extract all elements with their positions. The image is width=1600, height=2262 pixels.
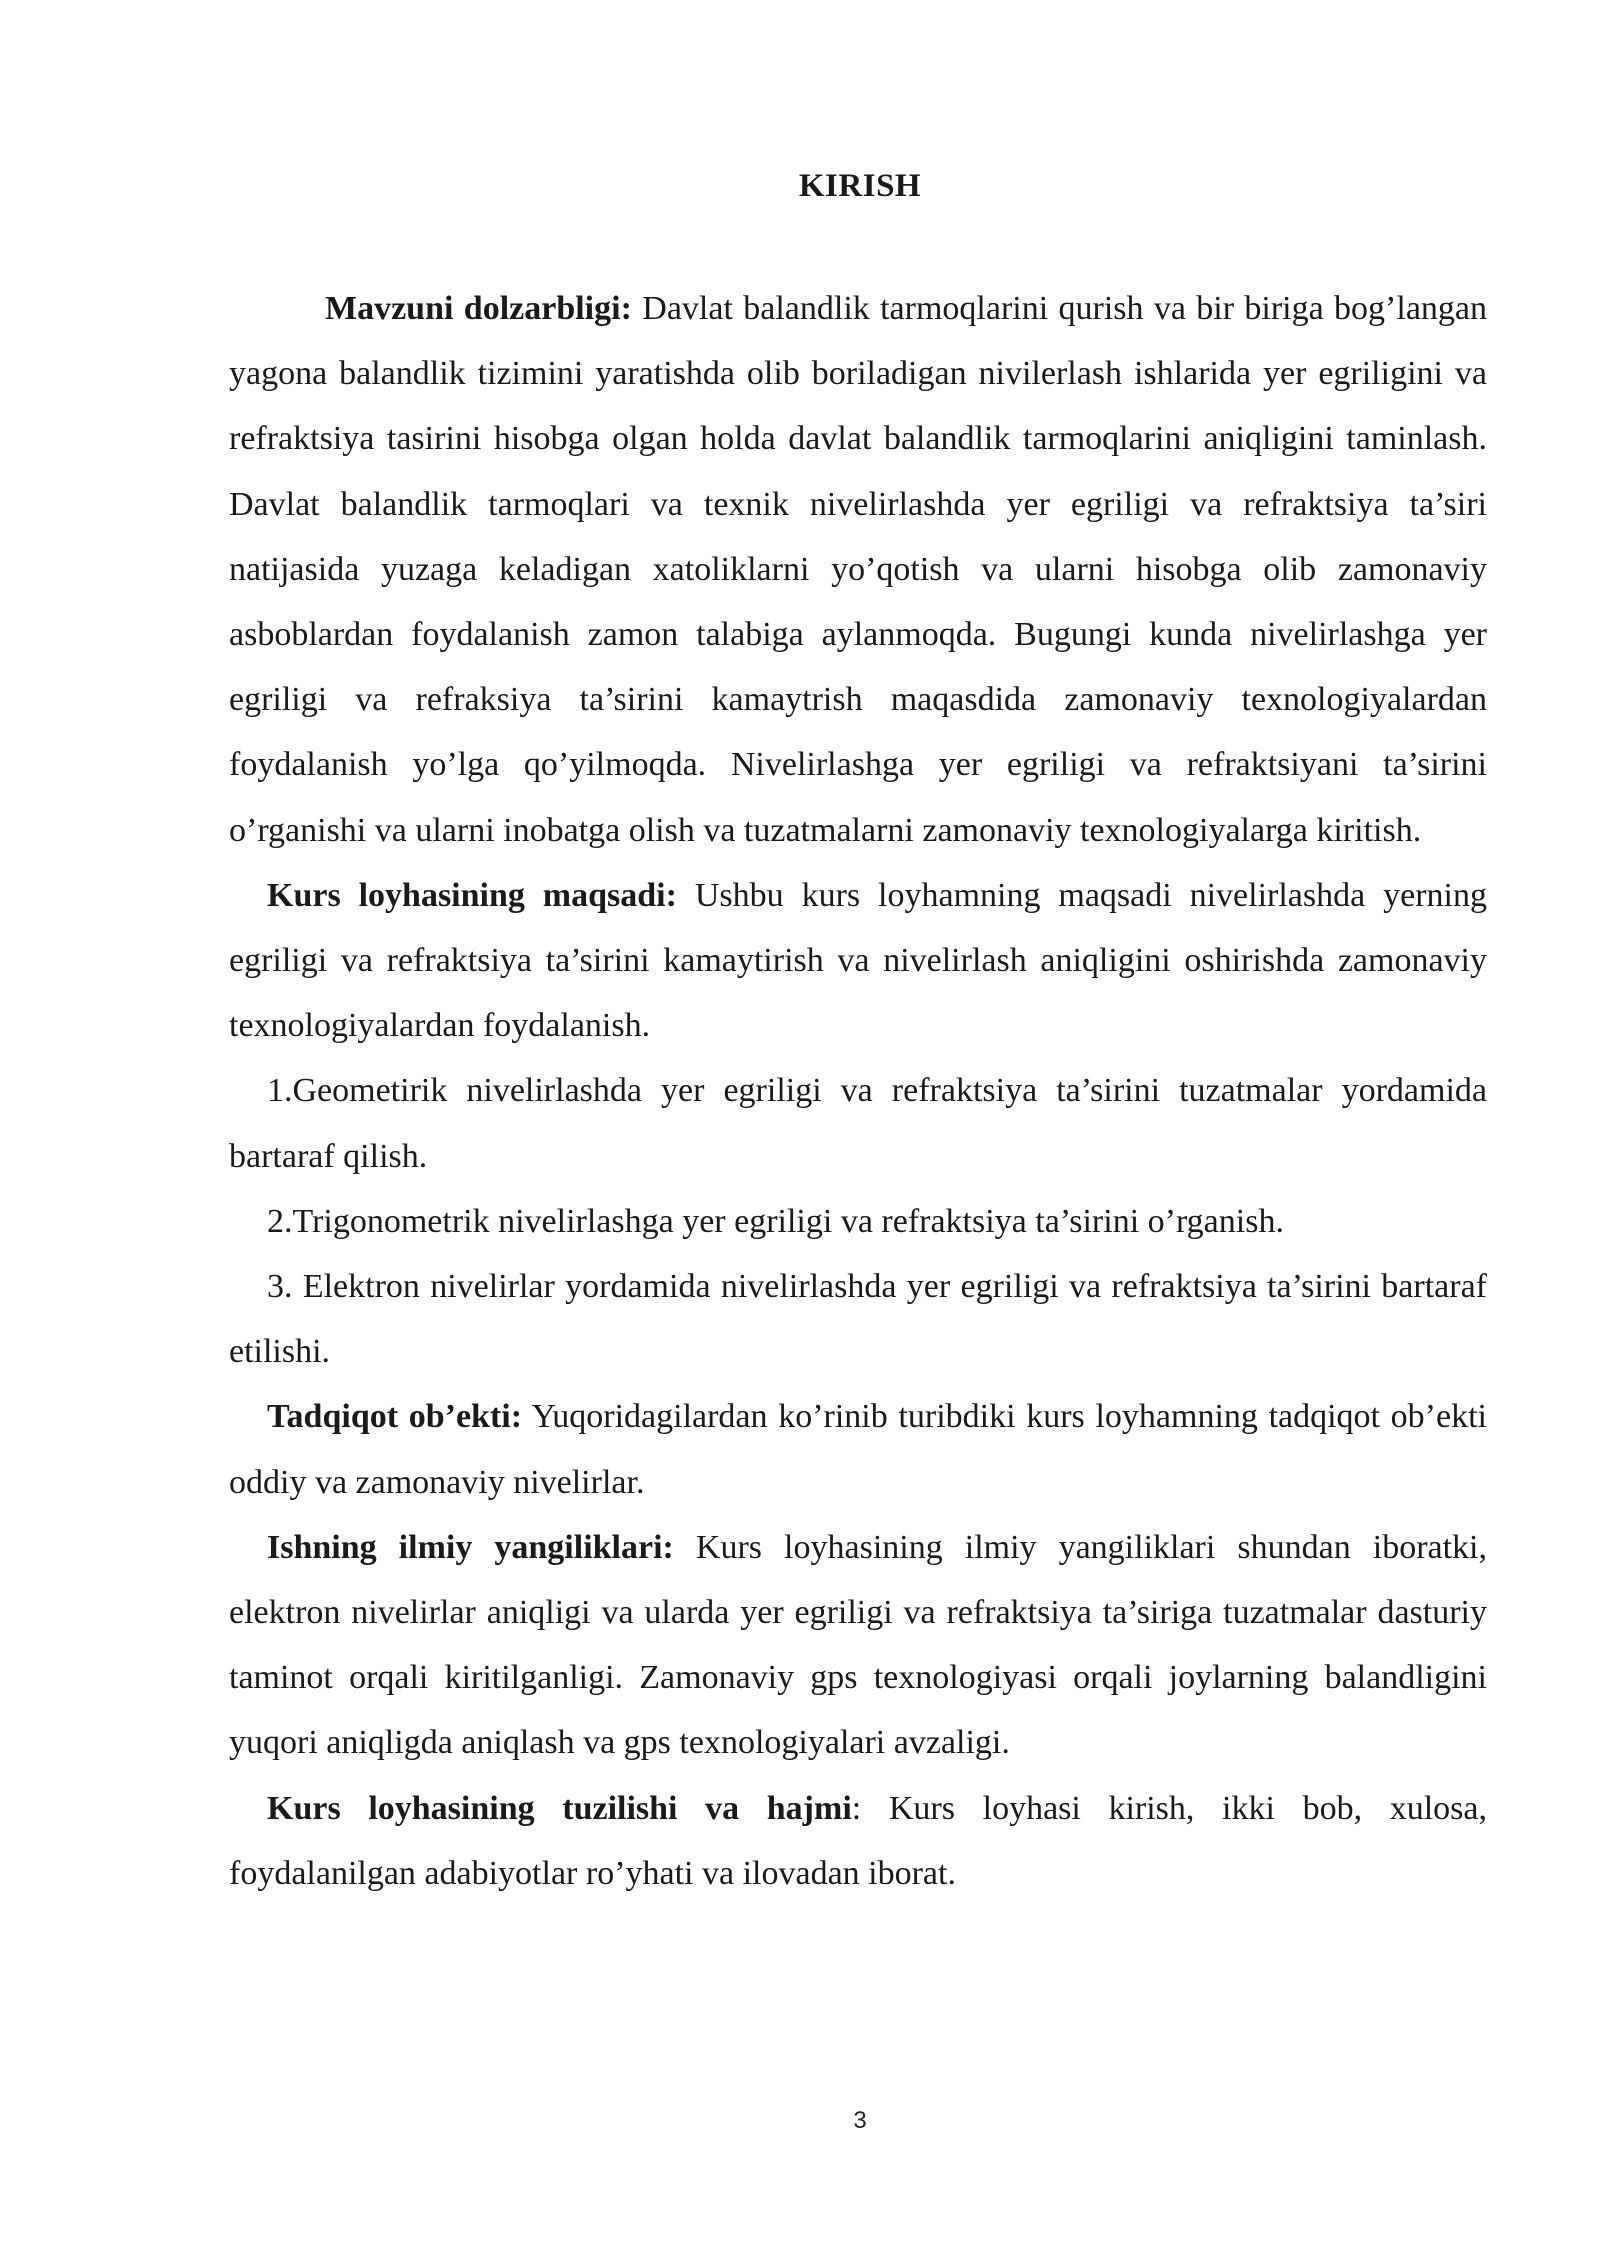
paragraph-text: Ushbu kurs loyhamning maqsadi nivelirlashda yerning egriligi va refraktsiya ta’sirini kamaytirish va nivelirlash aniqligini oshirishda zamonaviy texnologiyalardan foydalanish. — [229, 876, 1487, 1045]
list-item-text: 3. Elektron nivelirlar yordamida nivelirlashda yer egriligi va refraktsiya ta’sirini bartaraf etilishi. — [229, 1268, 1487, 1371]
paragraph-text: Davlat balandlik tarmoqlarini qurish va bir biriga bog’langan yagona balandlik tizimini yaratishda olib boriladigan nivilerlash ishlarida yer egriligini va refraktsiya tasirini hisobga olgan holda davlat balandlik tarmoqlarini aniqligini taminlash. Davlat balandlik tarmoqlari va texnik nivelirlashda yer egriligi va refraktsiya ta’siri natijasida yuzaga keladigan xatoliklarni yo’qotish va ularni hisobga olib zamonaviy asboblardan foydalanish zamon talabiga aylanmoqda. Bugungi kunda nivelirlashga yer egriligi va refraksiya ta’sirini kamaytrish maqasdida zamonaviy texnologiyalardan foydalanish yo’lga qo’yilmoqda. Nivelirlashga yer egriligi va refraktsiyani ta’sirini o’rganishi va ularni inobatga olish va tuzatmalarni zamonaviy texnologiyalarga kiritish. — [229, 290, 1488, 849]
page-title: KIRISH — [798, 168, 922, 204]
paragraph-text: Kurs loyhasi kirish, ikki bob, xulosa, foydalanilgan adabiyotlar ro’yhati va ilovadan iborat. — [229, 1789, 1487, 1892]
paragraph-heading: Tadqiqot ob’ekti: — [267, 1398, 523, 1436]
page-number: 3 — [853, 2107, 867, 2134]
heading-separator — [632, 290, 642, 327]
paragraph-structure — [229, 1776, 1487, 1906]
paragraph-scientific-novelty — [229, 1515, 1487, 1776]
list-item-text: 2.Trigonometrik nivelirlashga yer egriligi va refraktsiya ta’sirini o’rganish. — [267, 1202, 1284, 1240]
list-item-3 — [229, 1254, 1487, 1384]
paragraph-heading: Ishning ilmiy yangiliklari: — [267, 1528, 674, 1566]
paragraph-relevance — [229, 276, 1487, 863]
paragraph-heading: Mavzuni dolzarbligi: — [325, 290, 632, 327]
list-item-2 — [229, 1189, 1487, 1254]
paragraph-heading: Kurs loyhasining maqsadi: — [267, 876, 677, 914]
heading-separator — [677, 877, 695, 914]
document-body — [229, 276, 1487, 1906]
list-item-text: 1.Geometirik nivelirlashda yer egriligi va refraktsiya ta’sirini tuzatmalar yordamida bartaraf qilish. — [229, 1072, 1487, 1175]
paragraph-text: Yuqoridagilardan ko’rinib turibdiki kurs loyhamning tadqiqot ob’ekti oddiy va zamonaviy nivelirlar. — [229, 1398, 1487, 1501]
heading-separator — [674, 1529, 696, 1566]
paragraph-text: Kurs loyhasining ilmiy yangiliklari shundan iboratki, elektron nivelirlar aniqligi va ularda yer egriligi va refraktsiya ta’siriga tuzatmalar dasturiy taminot orqali kiritilganligi. Zamonaviy gps texnologiyasi orqali joylarning balandligini yuqori aniqligda aniqlash va gps texnologiyalari avzaligi. — [229, 1528, 1487, 1762]
paragraph-goal — [229, 863, 1487, 1059]
list-item-1 — [229, 1058, 1487, 1188]
paragraph-heading: Kurs loyhasining tuzilishi va hajmi — [267, 1789, 852, 1827]
paragraph-research-object — [229, 1384, 1487, 1514]
heading-separator: : — [851, 1789, 889, 1827]
